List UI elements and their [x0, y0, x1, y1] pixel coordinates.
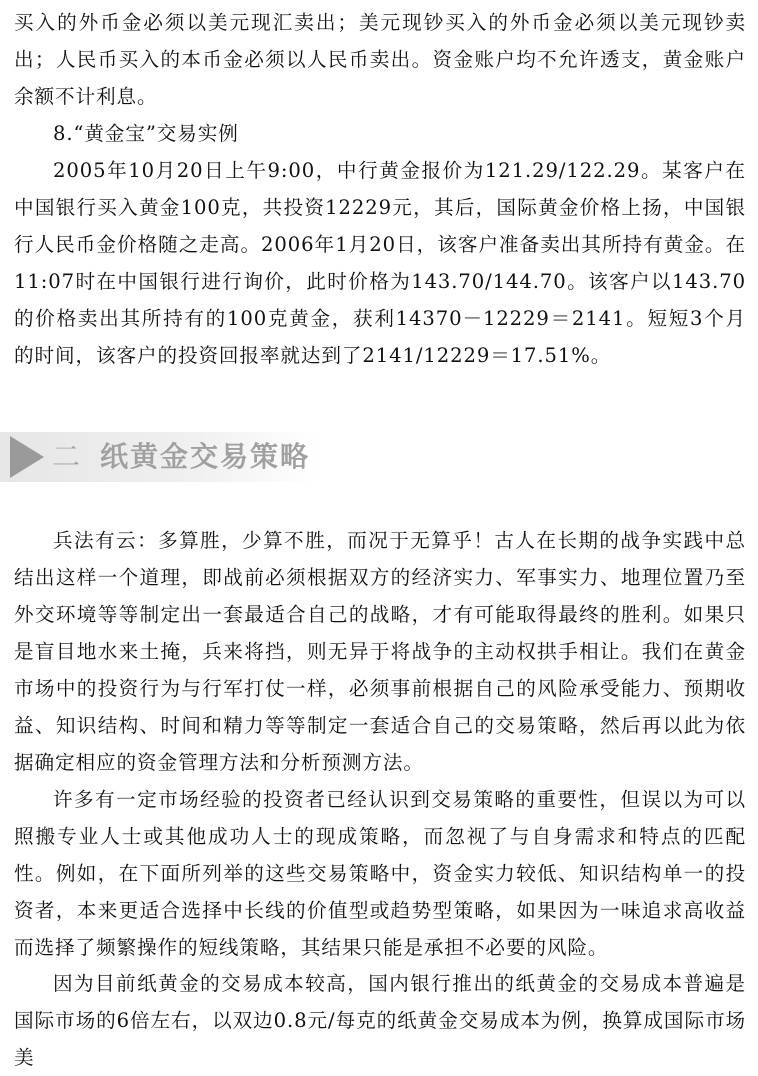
paragraph-strategy-importance: 许多有一定市场经验的投资者已经认识到交易策略的重要性，但误以为可以照搬专业人士或其他成功人士的现成策略，而忽视了与自身需求和特点的匹配性。例如，在下面所列举的这些交易策略中，资金实力较低、知识结构单一的投资者，本来更适合选择中长线的价值型或趋势型策略，如果因为一味追求高收益而选择了频繁操作的短线策略，其结果只能是承担不必要的风险。 [14, 788, 746, 959]
triangle-icon [10, 436, 44, 478]
section-number: 二 [52, 440, 81, 473]
paragraph-exchange-rules: 买入的外币金必须以美元现汇卖出；美元现钞买入的外币金必须以美元现钞卖出；人民币买入的本币金必须以人民币卖出。资金账户均不允许透支，黄金账户余额不计利息。 [14, 11, 746, 108]
section-heading [0, 420, 330, 498]
section-title: 纸黄金交易策略 [100, 440, 311, 473]
paragraph-strategy-intro: 兵法有云：多算胜，少算不胜，而况于无算乎！古人在长期的战争实践中总结出这样一个道理，即战前必须根据双方的经济实力、军事实力、地理位置乃至外交环境等等制定出一套最适合自己的战略，才有可能取得最终的胜利。如果只是盲目地水来土掩，兵来将挡，则无异于将战争的主动权拱手相让。我们在黄金市场中的投资行为与行军打仗一样，必须事前根据自己的风险承受能力、预期收益、知识结构、时间和精力等等制定一套适合自己的交易策略，然后再以此为依据确定相应的资金管理方法和分析预测方法。 [14, 529, 746, 774]
paragraph-trading-cost: 因为目前纸黄金的交易成本较高，国内银行推出的纸黄金的交易成本普遍是国际市场的6倍左右，以双边0.8元/每克的纸黄金交易成本为例，换算成国际市场美 [14, 972, 746, 1069]
paragraph-trade-example: 2005年10月20日上午9:00，中行黄金报价为121.29/122.29。某客户在中国银行买入黄金100克，共投资12229元，其后，国际黄金价格上扬，中国银行人民币金价格随之走高。2006年1月20日，该客户准备卖出其所持有黄金。在11:07时在中国银行进行询价，此时价格为143.70/144.70。该客户以143.70的价格卖出其所持有的100克黄金，获利14370－12229＝2141。短短3个月的时间，该客户的投资回报率就达到了2141/12229＝17.51%。 [14, 159, 746, 367]
subheading-example: 8.“黄金宝”交易实例 [53, 122, 239, 145]
